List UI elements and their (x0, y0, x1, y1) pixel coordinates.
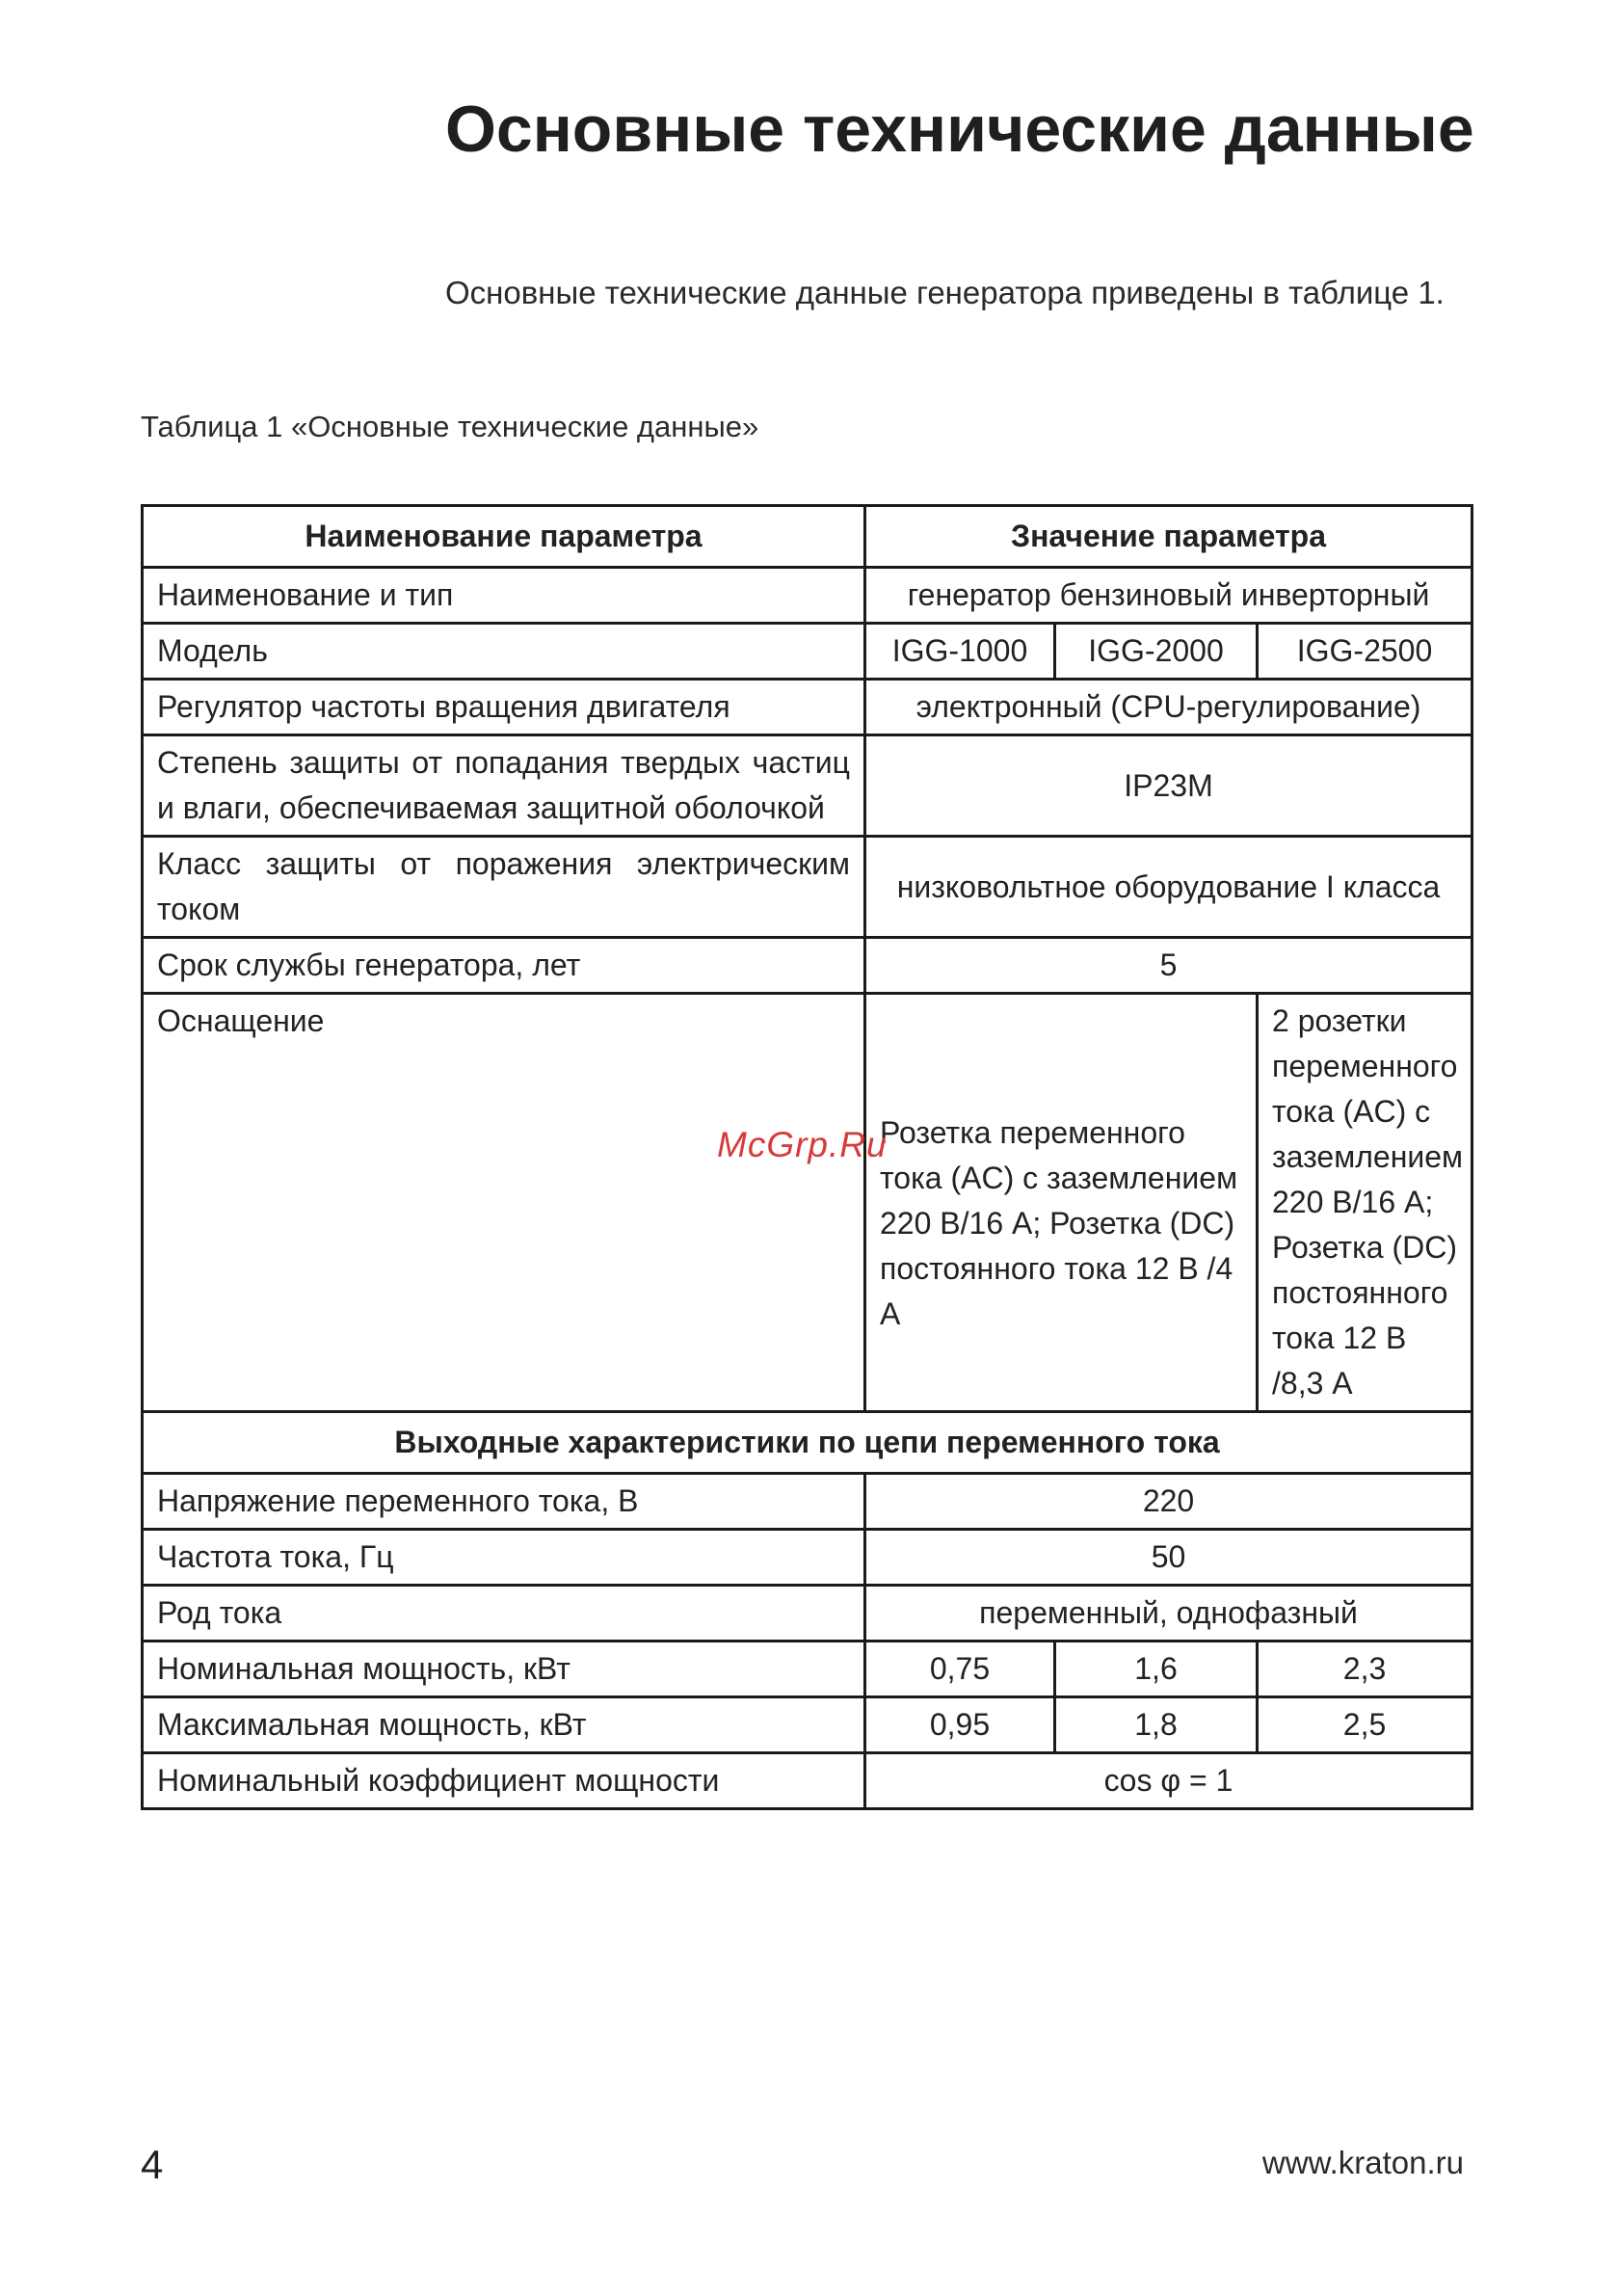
equipment-small-models: Розетка переменного тока (AC) с заземлением 220 В/16 А; Розетка (DC) постоянного тока 12 В /4 А (865, 994, 1258, 1412)
row-value: электронный (CPU-регулирование) (865, 680, 1472, 735)
intro-paragraph: Основные технические данные генератора приведены в таблице 1. (445, 275, 1445, 310)
row-label: Номинальный коэффициент мощности (143, 1753, 865, 1809)
section-row (143, 1412, 1472, 1474)
row-label: Род тока (143, 1586, 865, 1642)
website-link[interactable]: www.kraton.ru (1261, 2145, 1464, 2180)
model-1000: IGG-1000 (865, 624, 1055, 680)
row-value: IP23M (865, 735, 1472, 837)
table-row (143, 1530, 1472, 1586)
row-label: Регулятор частоты вращения двигателя (143, 680, 865, 735)
table-row (143, 1474, 1472, 1530)
table-caption: Таблица 1 «Основные технические данные» (141, 410, 759, 443)
row-label: Частота тока, Гц (143, 1530, 865, 1586)
table-row (143, 837, 1472, 938)
table-header-row (143, 506, 1472, 568)
page-title: Основные технические данные (445, 93, 1474, 166)
row-value: 220 (865, 1474, 1472, 1530)
row-label: Оснащение (143, 994, 865, 1412)
table-row (143, 994, 1472, 1412)
row-label: Максимальная мощность, кВт (143, 1697, 865, 1753)
row-value: низковольтное оборудование I класса (865, 837, 1472, 938)
table-row (143, 1697, 1472, 1753)
max-power-2500: 2,5 (1258, 1697, 1472, 1753)
model-2000: IGG-2000 (1055, 624, 1258, 680)
watermark: McGrp.Ru (717, 1125, 888, 1164)
table-row (143, 735, 1472, 837)
row-label: Наименование и тип (143, 568, 865, 624)
section-ac-title: Выходные характеристики по цепи переменного тока (143, 1412, 1472, 1474)
row-label: Класс защиты от поражения электрическим током (143, 837, 865, 938)
row-value: 50 (865, 1530, 1472, 1586)
max-power-2000: 1,8 (1055, 1697, 1258, 1753)
row-value: генератор бензиновый инверторный (865, 568, 1472, 624)
equipment-large-model: 2 розетки переменного тока (AC) с заземлением 220 В/16 А; Розетка (DC) постоянного тока 12 В /8,3 А (1258, 994, 1472, 1412)
page-number: 4 (141, 2142, 164, 2187)
nominal-power-2000: 1,6 (1055, 1642, 1258, 1697)
row-label: Модель (143, 624, 865, 680)
row-value: переменный, однофазный (865, 1586, 1472, 1642)
table-row (143, 1642, 1472, 1697)
row-label: Степень защиты от попадания твердых частиц и влаги, обеспечиваемая защитной оболочкой (143, 735, 865, 837)
table-row (143, 1753, 1472, 1809)
row-label: Номинальная мощность, кВт (143, 1642, 865, 1697)
row-label: Срок службы генератора, лет (143, 938, 865, 994)
row-label: Напряжение переменного тока, В (143, 1474, 865, 1530)
nominal-power-2500: 2,3 (1258, 1642, 1472, 1697)
row-value: 5 (865, 938, 1472, 994)
table-row (143, 624, 1472, 680)
nominal-power-1000: 0,75 (865, 1642, 1055, 1697)
max-power-1000: 0,95 (865, 1697, 1055, 1753)
table-row (143, 1586, 1472, 1642)
header-param: Наименование параметра (143, 506, 865, 568)
header-value: Значение параметра (865, 506, 1472, 568)
table-row (143, 938, 1472, 994)
row-value: cos φ = 1 (865, 1753, 1472, 1809)
model-2500: IGG-2500 (1258, 624, 1472, 680)
table-row (143, 568, 1472, 624)
table-row (143, 680, 1472, 735)
